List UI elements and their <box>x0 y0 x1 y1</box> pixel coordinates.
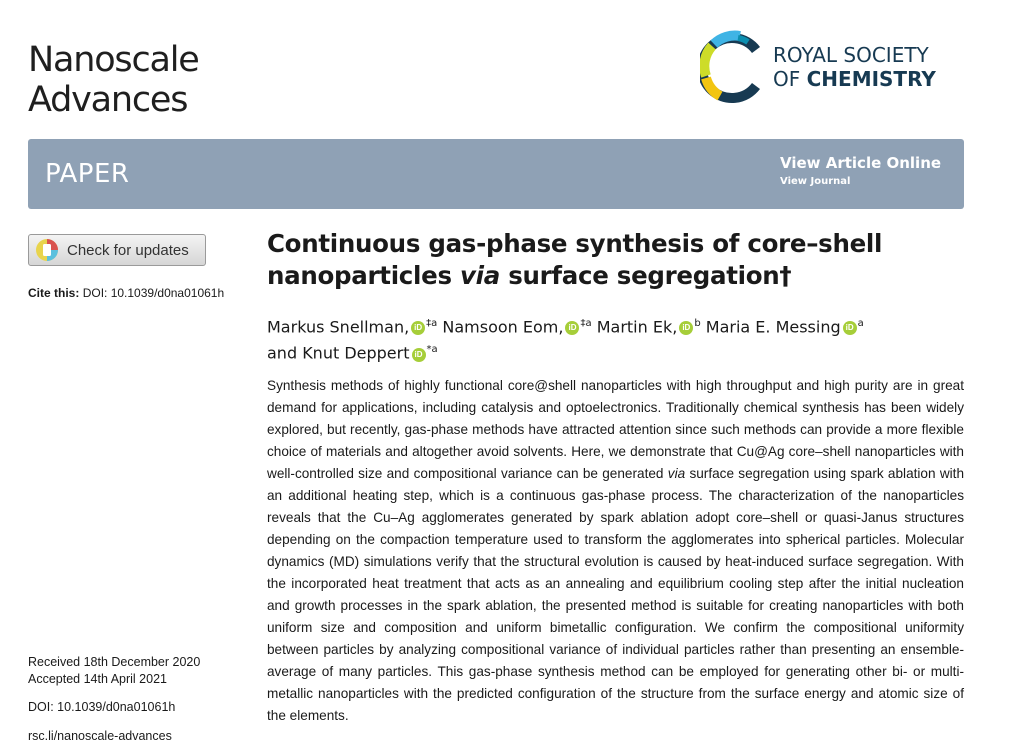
author-affiliation: *a <box>426 344 438 356</box>
abstract <box>267 375 964 727</box>
cite-this <box>28 286 224 300</box>
rsc-line2-bold: CHEMISTRY <box>806 67 936 91</box>
orcid-icon[interactable]: iD <box>411 321 425 335</box>
orcid-icon[interactable]: iD <box>565 321 579 335</box>
journal-title-line2: Advances <box>28 80 188 120</box>
check-updates-icon <box>35 238 59 262</box>
rsc-ring-icon <box>700 30 766 106</box>
received-date: Received 18th December 2020 <box>28 655 201 669</box>
author-affiliation: b <box>694 318 701 329</box>
rsc-wordmark <box>773 43 936 91</box>
author-name[interactable]: Martin Ek, <box>596 317 678 337</box>
author-name[interactable]: Maria E. Messing <box>705 317 841 337</box>
author-name[interactable]: Namsoon Eom, <box>442 317 564 337</box>
view-article-online-link[interactable]: View Article Online <box>780 154 942 172</box>
accepted-date: Accepted 14th April 2021 <box>28 672 167 686</box>
journal-url[interactable]: rsc.li/nanoscale-advances <box>28 729 172 743</box>
abstract-part2: surface segregation using spark ablation with an additional heating step, which is a continuous gas-phase process. The characterization of the nanoparticles reveals that the Cu–Ag agglomerates generated by spark ablation adopt core–shell or quasi-Janus structures depending on the compaction temperature used to transform the agglomerates into spherical particles. Molecular dynamics (MD) simulations verify that the structural evolution is caused by heat-induced surface segregation. With the incorporated heat treatment that acts as an annealing and equilibrium cooling step after the initial nucleation and growth processes in the spark ablation, the presented method is suitable for creating nanoparticles with both uniform size and composition and uniform bimetallic configuration. We confirm the compositional uniformity between particles by analyzing compositional variance of individual particles rather than presenting an ensemble-average of many particles. This gas-phase synthesis method can be employed for generating other bi- or multi-metallic nanoparticles with the predicted configuration of the structure from the surface energy and atomic size of the elements. <box>267 466 965 723</box>
author-name[interactable]: and Knut Deppert <box>267 343 410 363</box>
rsc-line1: ROYAL SOCIETY <box>773 43 929 67</box>
author-affiliation: ‡a <box>580 318 592 329</box>
orcid-icon[interactable]: iD <box>412 348 426 362</box>
author-name[interactable]: Markus Snellman, <box>267 317 410 337</box>
view-journal-link[interactable]: View Journal <box>780 176 851 187</box>
article-title-part1: Continuous gas-phase synthesis of core–shell nanoparticles <box>267 229 883 290</box>
author-affiliation: ‡a <box>426 318 438 329</box>
publication-dates <box>28 654 200 688</box>
article-title-italic: via <box>459 261 500 290</box>
author-affiliation: a <box>857 318 864 329</box>
abstract-italic: via <box>667 466 686 481</box>
abstract-part1: Synthesis methods of highly functional core@shell nanoparticles with high throughput and high purity are in great demand for applications, including catalysis and optoelectronics. Traditionally chemical synthesis has been widely explored, but recently, gas-phase methods have attracted attention since such methods can provide a more flexible choice of materials and altogether avoid solvents. Here, we demonstrate that Cu@Ag core–shell nanoparticles with well-controlled size and compositional variance can be generated <box>267 378 964 481</box>
rsc-line2-prefix: OF <box>773 67 807 91</box>
cite-label: Cite this: <box>28 286 80 300</box>
journal-title-line1: Nanoscale <box>28 40 199 80</box>
doi-text[interactable]: DOI: 10.1039/d0na01061h <box>28 700 176 714</box>
article-title <box>267 228 967 292</box>
author-list <box>267 312 967 365</box>
banner-links <box>780 154 941 187</box>
rsc-line2 <box>773 67 936 91</box>
rsc-logo[interactable] <box>700 30 970 106</box>
article-type-label: PAPER <box>45 159 130 189</box>
orcid-icon[interactable]: iD <box>679 321 693 335</box>
check-for-updates-button[interactable] <box>28 234 206 266</box>
check-updates-label: Check for updates <box>67 241 189 259</box>
article-type-banner <box>28 139 964 209</box>
cite-doi[interactable]: DOI: 10.1039/d0na01061h <box>82 286 225 300</box>
journal-title <box>28 40 199 120</box>
orcid-icon[interactable]: iD <box>843 321 857 335</box>
article-title-part2: surface segregation† <box>499 261 792 290</box>
